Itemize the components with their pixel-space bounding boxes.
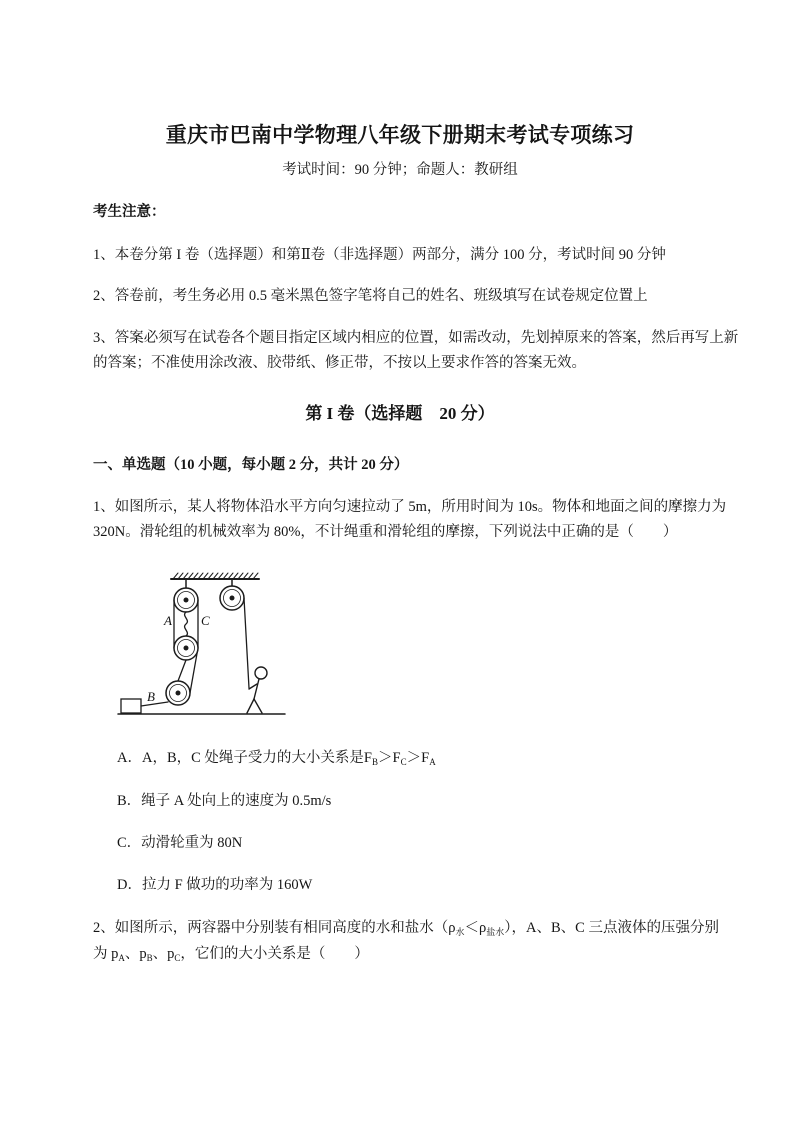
stem-text: 为 p (93, 946, 119, 962)
section-title: 第 I 卷（选择题 20 分） (305, 404, 495, 423)
pulley-axle (230, 596, 235, 601)
q1-stem-line-1: 1、如图所示，某人将物体沿水平方向匀速拉动了 5m，所用时间为 10s。物体和地面之间的摩擦力为 (93, 499, 727, 515)
stem-text: ＜ρ (464, 920, 487, 936)
label-b: B (147, 689, 155, 704)
fixed-pulley-right (220, 586, 244, 610)
q1-option-c: C．动滑轮重为 80N (117, 835, 243, 851)
label-c: C (201, 613, 210, 628)
q1-option-d: D．拉力 F 做功的功率为 160W (117, 877, 313, 893)
notice-item-3-line-2: 的答案；不准使用涂改液、胶带纸、修正带，不按以上要求作答的答案无效。 (93, 355, 586, 371)
notice-item-1: 1、本卷分第 I 卷（选择题）和第Ⅱ卷（非选择题）两部分，满分 100 分，考试时间 90 分钟 (93, 247, 666, 263)
person-figure (247, 667, 267, 713)
stem-subscript: C (174, 953, 181, 963)
stem-text: 2、如图所示，两容器中分别装有相同高度的水和盐水（ρ (93, 920, 456, 936)
label-a: A (164, 613, 172, 628)
person-body (254, 679, 259, 699)
pulley-axle (176, 691, 181, 696)
exam-subtitle: 考试时间：90 分钟；命题人：教研组 (282, 162, 518, 178)
block (121, 699, 141, 713)
formula-part: ＞F (378, 750, 401, 766)
pulley-axle (184, 646, 189, 651)
stem-text: 、p (124, 946, 147, 962)
q1-option-b: B．绳子 A 处向上的速度为 0.5m/s (117, 793, 332, 809)
exam-title: 重庆市巴南中学物理八年级下册期末考试专项练习 (165, 123, 635, 147)
stem-subscript: 水 (455, 927, 465, 937)
notice-heading: 考生注意： (93, 204, 166, 220)
option-text: A．A，B，C 处绳子受力的大小关系是 (117, 750, 364, 766)
stem-subscript: A (118, 953, 125, 963)
q1-option-a (117, 749, 436, 767)
rope-middle-to-bottom (178, 660, 186, 681)
notice-item-2: 2、答卷前，考生务必用 0.5 毫米黑色签字笔将自己的姓名、班级填写在试卷规定位置上 (93, 288, 648, 304)
stem-subscript: 盐水 (486, 927, 505, 937)
stem-subscript: B (146, 953, 153, 963)
formula-part: ＞F (406, 750, 430, 766)
rope-to-person (244, 598, 249, 688)
formula-part: F (363, 750, 372, 766)
formula-subscript: A (429, 757, 436, 767)
person-leg-right (254, 699, 262, 713)
movable-pulley-middle (174, 636, 198, 660)
hook-chain (185, 612, 188, 636)
q2-stem-line-1 (93, 919, 719, 937)
stem-text: 、p (152, 946, 175, 962)
formula-subscript: C (400, 757, 407, 767)
stem-text: ，它们的大小关系是（ ） (180, 946, 369, 962)
formula-subscript: B (372, 757, 379, 767)
person-arm (249, 684, 257, 689)
movable-pulley-bottom (166, 681, 190, 705)
stem-text: ），A、B、C 三点液体的压强分别 (504, 920, 719, 936)
pulley-system-figure (110, 563, 295, 720)
part-heading: 一、单选题（10 小题，每小题 2 分，共计 20 分） (93, 457, 409, 473)
notice-item-3-line-1: 3、答案必须写在试卷各个题目指定区域内相应的位置，如需改动，先划掉原来的答案，然后再写上新 (93, 330, 739, 346)
pulley-axle (184, 598, 189, 603)
q2-stem-line-2 (93, 945, 369, 963)
fixed-pulley-left (174, 588, 198, 612)
q1-stem-line-2: 320N。滑轮组的机械效率为 80%，不计绳重和滑轮组的摩擦，下列说法中正确的是（ ） (93, 524, 678, 540)
person-head (255, 667, 267, 679)
person-leg-left (247, 699, 254, 713)
